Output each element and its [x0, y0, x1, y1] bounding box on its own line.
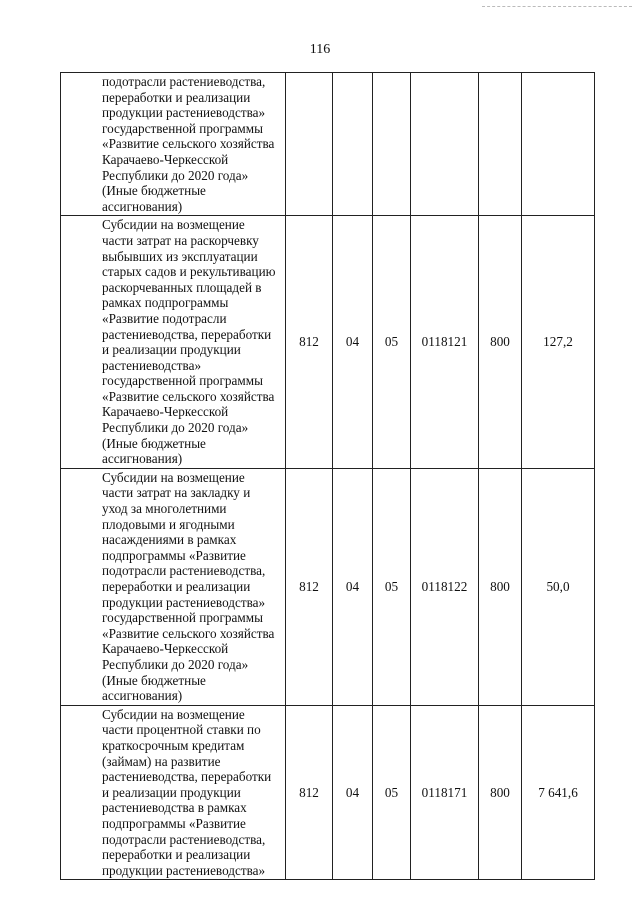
expense-type-code: 800	[479, 705, 522, 880]
ministry-code	[286, 73, 333, 216]
section-code: 04	[333, 705, 373, 880]
subsection-code: 05	[373, 705, 411, 880]
subsection-code: 05	[373, 216, 411, 469]
amount-value: 50,0	[522, 468, 595, 705]
row-description: подотрасли растениеводства, переработки и реализации продукции растениеводства» государственной программы «Развитие сельского хозяйства Карачаево-Черкесской Республики до 2020 года» (Иные бюджетные ассигнования)	[61, 73, 286, 216]
target-article-code	[411, 73, 479, 216]
table-row	[61, 468, 595, 705]
target-article-code: 0118171	[411, 705, 479, 880]
row-description: Субсидии на возмещение части затрат на закладку и уход за многолетними плодовыми и ягодными насаждениями в рамках подпрограммы «Развитие подотрасли растениеводства, переработки и реализации продукции растениеводства» государственной программы «Развитие сельского хозяйства Карачаево-Черкесской Республики до 2020 года» (Иные бюджетные ассигнования)	[61, 468, 286, 705]
page-number: 116	[309, 42, 331, 57]
amount-value: 7 641,6	[522, 705, 595, 880]
section-code: 04	[333, 216, 373, 469]
row-description: Субсидии на возмещение части процентной ставки по краткосрочным кредитам (займам) на развитие растениеводства, переработки и реализации продукции растениеводства в рамках подпрограммы «Развитие подотрасли растениеводства, переработки и реализации продукции растениеводства»	[61, 705, 286, 880]
target-article-code: 0118122	[411, 468, 479, 705]
scan-artifact-line	[482, 6, 632, 8]
expense-type-code	[479, 73, 522, 216]
ministry-code: 812	[286, 468, 333, 705]
row-description: Субсидии на возмещение части затрат на раскорчевку выбывших из эксплуатации старых садов и рекультивацию раскорчеванных площадей в рамках подпрограммы «Развитие подотрасли растениеводства, переработки и реализации продукции растениеводства» государственной программы «Развитие сельского хозяйства Карачаево-Черкесской Республики до 2020 года» (Иные бюджетные ассигнования)	[61, 216, 286, 469]
budget-table	[60, 72, 595, 880]
ministry-code: 812	[286, 705, 333, 880]
table-row	[61, 216, 595, 469]
table-row	[61, 73, 595, 216]
subsection-code: 05	[373, 468, 411, 705]
expense-type-code: 800	[479, 468, 522, 705]
subsection-code	[373, 73, 411, 216]
amount-value: 127,2	[522, 216, 595, 469]
ministry-code: 812	[286, 216, 333, 469]
expense-type-code: 800	[479, 216, 522, 469]
section-code	[333, 73, 373, 216]
target-article-code: 0118121	[411, 216, 479, 469]
amount-value	[522, 73, 595, 216]
section-code: 04	[333, 468, 373, 705]
table-row	[61, 705, 595, 880]
